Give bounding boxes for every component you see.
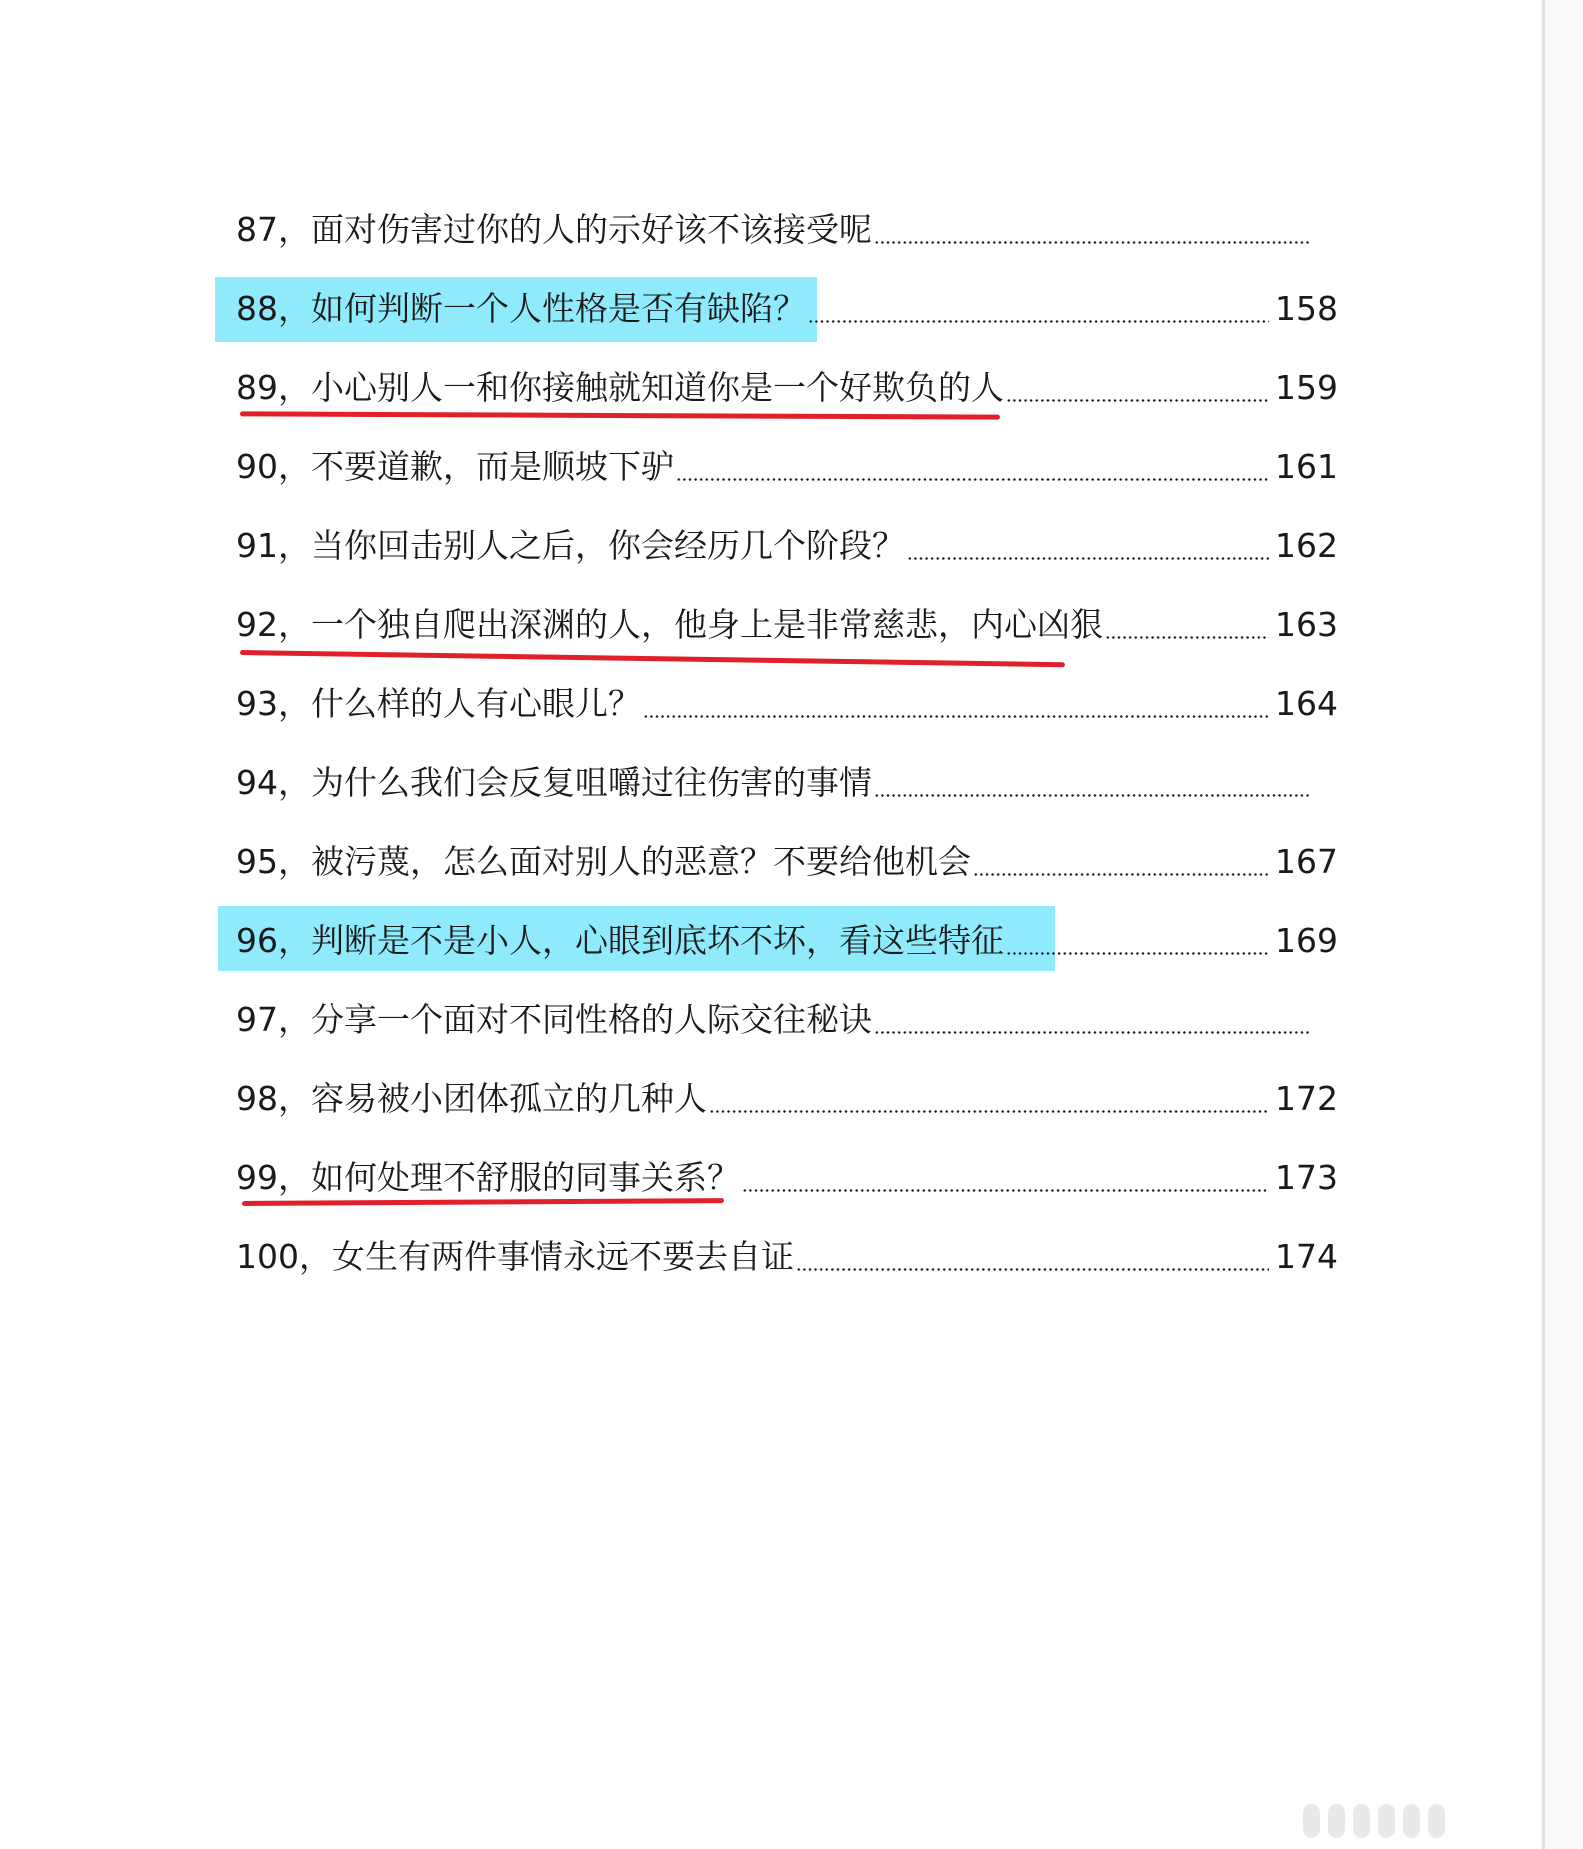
page-number: 174 bbox=[1275, 1237, 1338, 1276]
dot-leader bbox=[907, 557, 1269, 560]
entry-text: 97，分享一个面对不同性格的人际交往秘诀 bbox=[236, 1000, 872, 1039]
toc-entry[interactable] bbox=[236, 988, 1316, 1048]
page-number: 159 bbox=[1275, 368, 1338, 407]
page-number: 164 bbox=[1275, 684, 1338, 723]
dot-leader bbox=[874, 241, 1310, 244]
page-number: 158 bbox=[1275, 289, 1338, 328]
entry-text: 98，容易被小团体孤立的几种人 bbox=[236, 1079, 707, 1118]
dot-leader bbox=[1006, 952, 1269, 955]
toc-entry[interactable] bbox=[236, 1146, 1338, 1206]
page-indicator-dot[interactable] bbox=[1378, 1804, 1395, 1838]
dot-leader bbox=[1105, 636, 1269, 639]
toc-entry[interactable] bbox=[236, 751, 1316, 811]
entry-text: 90，不要道歉，而是顺坡下驴 bbox=[236, 447, 674, 486]
toc-entry[interactable] bbox=[236, 593, 1338, 653]
page-indicator-dot[interactable] bbox=[1328, 1804, 1345, 1838]
page-number: 167 bbox=[1275, 842, 1338, 881]
toc-entry[interactable] bbox=[236, 514, 1338, 574]
entry-text: 95，被污蔑，怎么面对别人的恶意？不要给他机会 bbox=[236, 842, 971, 881]
entry-text: 89，小心别人一和你接触就知道你是一个好欺负的人 bbox=[236, 368, 1004, 407]
toc-entry[interactable] bbox=[236, 672, 1338, 732]
dot-leader bbox=[874, 1031, 1310, 1034]
dot-leader bbox=[973, 873, 1269, 876]
entry-text: 94，为什么我们会反复咀嚼过往伤害的事情 bbox=[236, 763, 872, 802]
page-number: 172 bbox=[1275, 1079, 1338, 1118]
dot-leader bbox=[796, 1268, 1269, 1271]
dot-leader bbox=[676, 478, 1269, 481]
entry-text: 96，判断是不是小人，心眼到底坏不坏，看这些特征 bbox=[236, 921, 1004, 960]
entry-text: 93，什么样的人有心眼儿？ bbox=[236, 684, 641, 723]
dot-leader bbox=[709, 1110, 1269, 1113]
page-number: 169 bbox=[1275, 921, 1338, 960]
page-number: 162 bbox=[1275, 526, 1338, 565]
toc-entry[interactable] bbox=[236, 356, 1338, 416]
page-indicator[interactable] bbox=[1303, 1804, 1445, 1838]
page-number: 173 bbox=[1275, 1158, 1338, 1197]
dot-leader bbox=[1006, 399, 1269, 402]
toc-entry[interactable] bbox=[236, 830, 1338, 890]
entry-text: 88，如何判断一个人性格是否有缺陷？ bbox=[236, 289, 806, 328]
page-indicator-dot[interactable] bbox=[1353, 1804, 1370, 1838]
page-indicator-dot[interactable] bbox=[1303, 1804, 1320, 1838]
dot-leader bbox=[874, 794, 1310, 797]
page-number: 161 bbox=[1275, 447, 1338, 486]
entry-text: 100，女生有两件事情永远不要去自证 bbox=[236, 1237, 794, 1276]
toc-entry[interactable] bbox=[236, 435, 1338, 495]
entry-text: 91，当你回击别人之后，你会经历几个阶段？ bbox=[236, 526, 905, 565]
entry-text: 92，一个独自爬出深渊的人，他身上是非常慈悲，内心凶狠 bbox=[236, 605, 1103, 644]
dot-leader bbox=[643, 715, 1269, 718]
toc-entry[interactable] bbox=[236, 1067, 1338, 1127]
page-indicator-dot[interactable] bbox=[1403, 1804, 1420, 1838]
page-number: 163 bbox=[1275, 605, 1338, 644]
dot-leader bbox=[808, 320, 1269, 323]
toc-entry[interactable] bbox=[236, 1225, 1338, 1285]
page-indicator-dot[interactable] bbox=[1428, 1804, 1445, 1838]
entry-text: 87，面对伤害过你的人的示好该不该接受呢 bbox=[236, 210, 872, 249]
toc-entry[interactable] bbox=[236, 198, 1316, 258]
entry-text: 99，如何处理不舒服的同事关系？ bbox=[236, 1158, 740, 1197]
dot-leader bbox=[742, 1189, 1269, 1192]
